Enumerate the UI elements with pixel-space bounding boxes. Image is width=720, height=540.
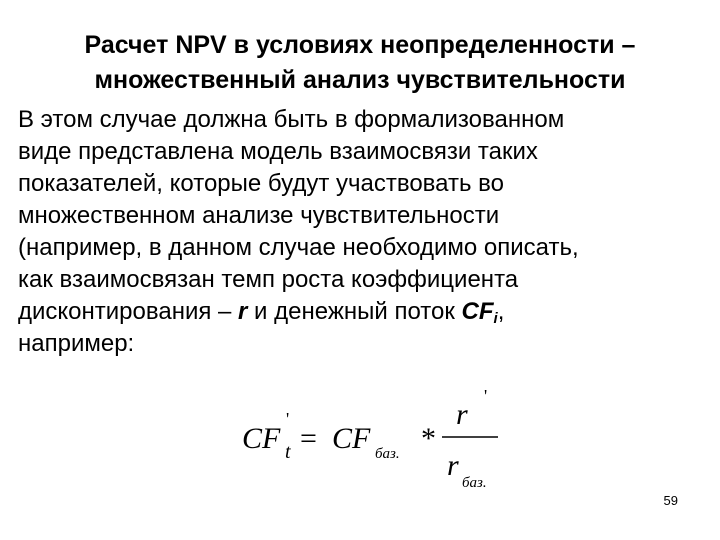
formula-numerator-prime: ' (484, 388, 488, 406)
variable-cf-subscript: i (493, 310, 498, 327)
formula-rhs-subscript: баз. (375, 446, 400, 462)
formula (230, 388, 530, 498)
slide-title (0, 28, 720, 98)
title-line-2: множественный анализ чувствительности (94, 66, 626, 94)
formula-rhs: CF (332, 422, 371, 455)
body-line-5: (например, в данном случае необходимо описать, (18, 234, 579, 261)
body-line-1: В этом случае должна быть в формализованном (18, 106, 565, 133)
body-line-4: множественном анализе чувствительности (18, 202, 500, 229)
formula-numerator: r (456, 398, 468, 431)
body-line-8: например: (18, 330, 135, 357)
body-text (18, 104, 708, 360)
formula-lhs: CF (242, 422, 281, 455)
body-line-6: как взаимосвязан темп роста коэффициента (18, 266, 519, 293)
body-line-7 (18, 296, 708, 328)
variable-cf: CF (461, 298, 494, 325)
line7-middle: и денежный поток (247, 298, 462, 325)
title-line-1: Расчет NPV в условиях неопределенности – (84, 31, 636, 59)
formula-lhs-subscript: t (285, 441, 291, 463)
page-number: 59 (663, 493, 678, 508)
body-line-2: виде представлена модель взаимосвязи таких (18, 138, 538, 165)
formula-equals: = (300, 422, 317, 455)
line7-suffix: , (497, 298, 505, 325)
formula-times: * (421, 422, 436, 455)
line7-prefix: дисконтирования – (18, 298, 239, 325)
formula-lhs-prime: ' (286, 409, 290, 429)
formula-denominator-subscript: баз. (462, 475, 487, 491)
variable-r: r (238, 298, 248, 325)
formula-denominator: r (447, 449, 459, 482)
body-line-3: показателей, которые будут участвовать во (18, 170, 504, 197)
